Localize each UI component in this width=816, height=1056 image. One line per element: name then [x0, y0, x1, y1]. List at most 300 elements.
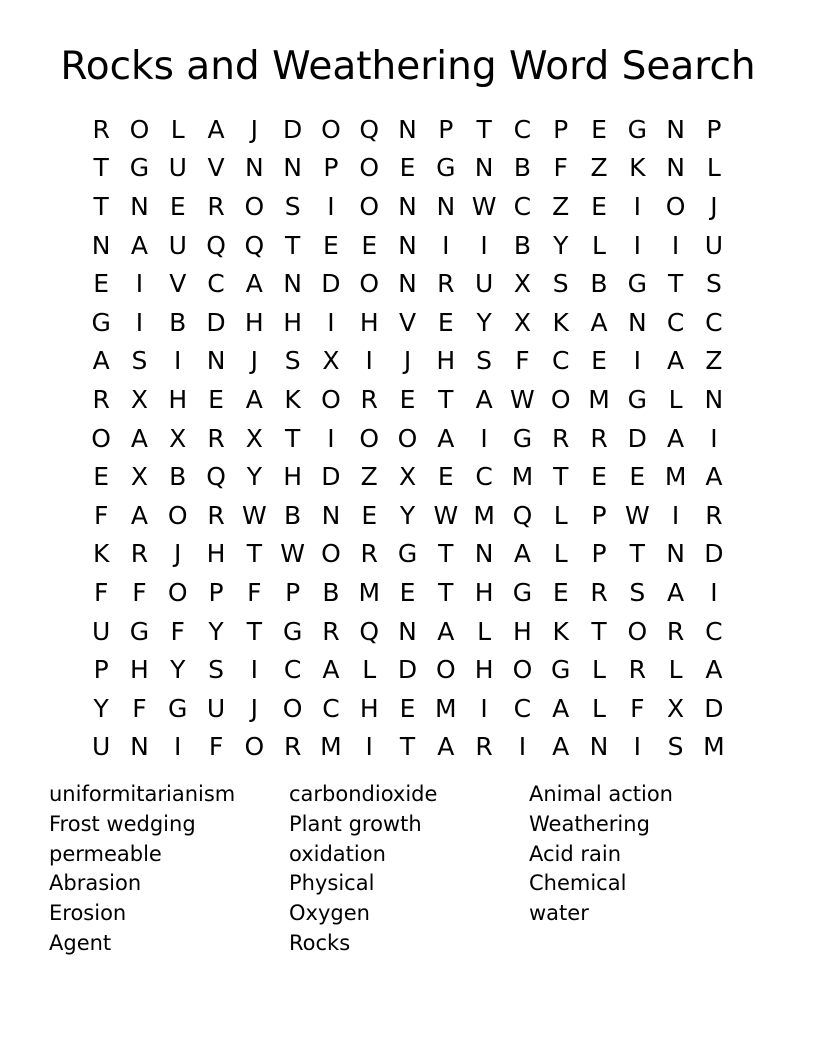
grid-letter: I: [365, 732, 373, 762]
grid-letter: E: [591, 346, 607, 376]
grid-letter: O: [244, 191, 265, 221]
grid-letter: U: [704, 230, 724, 260]
grid-letter: T: [93, 191, 109, 221]
grid-letter: D: [321, 269, 341, 299]
grid-letter: N: [283, 269, 302, 299]
grid-letter: S: [629, 577, 646, 607]
grid-letter: M: [664, 462, 687, 492]
grid-letter: M: [320, 732, 342, 762]
grid-letter: I: [365, 346, 373, 376]
grid-letter: M: [511, 462, 534, 492]
grid-letter: O: [321, 384, 341, 414]
grid-letter: G: [129, 153, 150, 183]
grid-letter: B: [513, 230, 531, 260]
grid-letter: L: [668, 384, 683, 414]
grid-letter: L: [553, 539, 568, 569]
grid-letter: S: [476, 346, 493, 376]
grid-letter: N: [398, 230, 417, 260]
grid-letter: A: [475, 384, 493, 414]
grid-letter: E: [399, 384, 416, 414]
grid-letter: G: [397, 539, 418, 569]
grid-letter: V: [169, 269, 187, 299]
grid-letter: H: [359, 307, 379, 337]
grid-letter: O: [321, 539, 341, 569]
grid-letter: S: [284, 191, 301, 221]
grid-letter: I: [135, 269, 144, 299]
grid-letter: A: [667, 346, 685, 376]
grid-letter: N: [666, 114, 685, 144]
grid-letter: W: [624, 500, 650, 530]
grid-letter: T: [399, 732, 416, 762]
grid-letter: O: [397, 423, 418, 453]
grid-letter: O: [627, 616, 648, 646]
grid-letter: I: [327, 307, 335, 337]
grid-letter: A: [437, 423, 455, 453]
grid-letter: Q: [359, 616, 380, 646]
grid-letter: V: [398, 307, 417, 337]
grid-letter: P: [438, 114, 454, 144]
grid-letter: F: [515, 346, 530, 376]
grid-letter: T: [438, 539, 454, 569]
grid-letter: F: [132, 693, 147, 723]
grid-letter: I: [327, 191, 335, 221]
grid-letter: L: [477, 616, 492, 646]
grid-letter: Y: [476, 307, 492, 337]
grid-letter: I: [480, 230, 488, 260]
grid-letter: R: [207, 500, 225, 530]
grid-letter: J: [710, 191, 718, 221]
grid-letter: O: [167, 577, 188, 607]
grid-letter: P: [93, 655, 109, 685]
grid-letter: H: [206, 539, 226, 569]
grid-letter: T: [284, 423, 301, 453]
word-list-item: Plant growth: [289, 811, 422, 836]
word-list-item: Abrasion: [49, 871, 142, 896]
grid-letter: C: [283, 655, 302, 685]
grid-letter: R: [628, 655, 646, 685]
grid-letter: T: [93, 153, 109, 183]
grid-letter: K: [629, 153, 646, 183]
grid-letter: Q: [512, 500, 533, 530]
grid-letter: O: [359, 423, 380, 453]
grid-letter: P: [706, 114, 722, 144]
grid-letter: R: [207, 423, 225, 453]
grid-letter: L: [706, 153, 721, 183]
grid-letter: H: [244, 307, 264, 337]
grid-letter: U: [168, 153, 187, 183]
grid-letter: N: [666, 153, 685, 183]
grid-letter: X: [513, 269, 531, 299]
grid-letter: T: [284, 230, 301, 260]
grid-letter: O: [282, 693, 303, 723]
grid-letter: A: [322, 655, 340, 685]
grid-letter: N: [474, 153, 494, 183]
grid-letter: X: [130, 384, 149, 414]
grid-letter: R: [590, 577, 608, 607]
grid-letter: E: [93, 269, 110, 299]
grid-letter: A: [667, 577, 685, 607]
grid-letter: I: [480, 693, 488, 723]
grid-letter: Q: [359, 114, 380, 144]
grid-letter: D: [704, 693, 724, 723]
grid-letter: A: [590, 307, 608, 337]
word-list-item: carbondioxide: [289, 782, 438, 806]
grid-letter: Y: [399, 500, 416, 530]
grid-letter: L: [592, 655, 606, 685]
grid-letter: B: [169, 307, 187, 337]
grid-letter: O: [167, 500, 188, 530]
grid-letter: T: [438, 384, 454, 414]
grid-letter: G: [91, 307, 111, 337]
grid-letter: F: [208, 732, 224, 762]
grid-letter: A: [513, 539, 531, 569]
grid-letter: E: [399, 693, 416, 723]
grid-letter: M: [473, 500, 495, 530]
word-list-item: uniformitarianism: [49, 782, 236, 806]
grid-letter: O: [435, 655, 456, 685]
grid-letter: C: [513, 693, 532, 723]
grid-letter: Z: [705, 346, 723, 376]
grid-letter: N: [474, 539, 494, 569]
letter-grid: [82, 110, 733, 766]
grid-letter: Q: [244, 230, 265, 260]
grid-letter: C: [705, 616, 723, 646]
grid-letter: G: [512, 577, 533, 607]
word-list-item: Erosion: [49, 901, 127, 926]
grid-letter: L: [668, 655, 683, 685]
grid-letter: N: [704, 384, 724, 414]
word-list-item: Oxygen: [289, 901, 370, 926]
grid-letter: I: [250, 655, 259, 685]
grid-letter: K: [552, 616, 569, 646]
grid-letter: M: [358, 577, 381, 607]
grid-letter: X: [245, 423, 263, 453]
grid-letter: A: [207, 114, 225, 144]
grid-letter: O: [550, 384, 571, 414]
grid-letter: K: [92, 539, 110, 569]
word-list-item: Frost wedging: [49, 811, 196, 836]
grid-letter: G: [282, 616, 303, 646]
grid-letter: A: [130, 230, 148, 260]
grid-letter: G: [129, 616, 150, 646]
grid-letter: N: [91, 230, 111, 260]
grid-letter: A: [437, 732, 455, 762]
grid-letter: D: [206, 307, 226, 337]
grid-letter: J: [403, 346, 412, 376]
word-list: [49, 780, 789, 959]
grid-letter: S: [552, 269, 569, 299]
grid-letter: L: [170, 114, 185, 144]
grid-letter: M: [588, 384, 610, 414]
grid-letter: P: [553, 114, 569, 144]
grid-letter: N: [206, 346, 226, 376]
grid-letter: W: [510, 384, 535, 414]
grid-letter: Y: [246, 462, 262, 492]
grid-letter: T: [246, 539, 262, 569]
grid-letter: B: [322, 577, 340, 607]
grid-letter: O: [129, 114, 150, 144]
grid-letter: E: [552, 577, 569, 607]
grid-letter: I: [442, 230, 450, 260]
grid-letter: I: [480, 423, 488, 453]
grid-letter: P: [591, 500, 607, 530]
grid-letter: R: [437, 269, 455, 299]
grid-letter: O: [359, 153, 380, 183]
grid-letter: V: [207, 153, 225, 183]
grid-letter: E: [437, 462, 454, 492]
word-list-column: [289, 780, 529, 959]
grid-letter: I: [135, 307, 144, 337]
grid-letter: L: [592, 230, 606, 260]
grid-letter: D: [704, 539, 724, 569]
grid-letter: T: [476, 114, 492, 144]
grid-letter: R: [360, 384, 378, 414]
grid-letter: R: [207, 191, 225, 221]
grid-letter: H: [474, 577, 494, 607]
grid-letter: N: [398, 191, 417, 221]
grid-letter: P: [208, 577, 224, 607]
grid-letter: L: [592, 693, 606, 723]
word-list-column: [49, 780, 289, 959]
grid-letter: J: [250, 114, 259, 144]
grid-letter: A: [552, 732, 570, 762]
grid-letter: Z: [552, 191, 570, 221]
grid-letter: H: [436, 346, 456, 376]
grid-letter: A: [437, 616, 455, 646]
grid-letter: E: [629, 462, 646, 492]
grid-letter: J: [250, 693, 259, 723]
grid-letter: A: [92, 346, 110, 376]
grid-letter: N: [627, 307, 647, 337]
grid-letter: I: [174, 346, 182, 376]
grid-letter: H: [513, 616, 532, 646]
grid-letter: I: [327, 423, 335, 453]
grid-letter: J: [250, 346, 259, 376]
grid-letter: F: [247, 577, 262, 607]
grid-letter: A: [705, 462, 723, 492]
grid-letter: Z: [360, 462, 378, 492]
grid-letter: Y: [208, 616, 224, 646]
grid-letter: N: [321, 500, 341, 530]
grid-letter: R: [475, 732, 493, 762]
grid-letter: N: [130, 191, 149, 221]
grid-letter: H: [130, 655, 149, 685]
grid-letter: N: [589, 732, 609, 762]
grid-letter: D: [283, 114, 303, 144]
grid-letter: D: [321, 462, 341, 492]
grid-letter: X: [130, 462, 149, 492]
grid-letter: U: [168, 230, 187, 260]
grid-letter: O: [359, 269, 380, 299]
grid-letter: E: [361, 230, 378, 260]
grid-letter: O: [665, 191, 686, 221]
grid-letter: B: [513, 153, 531, 183]
grid-letter: N: [398, 616, 417, 646]
word-list-item: Animal action: [529, 782, 673, 806]
word-list-item: Physical: [289, 871, 375, 896]
grid-letter: G: [436, 153, 456, 183]
grid-letter: L: [553, 500, 568, 530]
grid-letter: R: [92, 384, 110, 414]
grid-letter: U: [474, 269, 494, 299]
grid-letter: R: [552, 423, 570, 453]
grid-letter: C: [705, 307, 723, 337]
grid-letter: X: [169, 423, 187, 453]
grid-letter: R: [666, 616, 685, 646]
grid-letter: F: [93, 500, 109, 530]
grid-letter: W: [241, 500, 267, 530]
grid-letter: R: [283, 732, 302, 762]
grid-letter: H: [168, 384, 188, 414]
grid-letter: I: [710, 423, 718, 453]
word-list-item: oxidation: [289, 841, 386, 866]
grid-letter: C: [666, 307, 685, 337]
word-list-item: water: [529, 901, 589, 926]
page-title: Rocks and Weathering Word Search: [60, 44, 756, 89]
grid-letter: O: [512, 655, 533, 685]
grid-letter: P: [285, 577, 301, 607]
grid-letter: O: [321, 114, 341, 144]
grid-letter: N: [283, 153, 302, 183]
grid-letter: I: [633, 732, 641, 762]
grid-letter: I: [671, 230, 680, 260]
grid-letter: H: [359, 693, 379, 723]
grid-letter: Q: [206, 230, 226, 260]
grid-letter: A: [705, 655, 723, 685]
grid-letter: W: [471, 191, 497, 221]
grid-letter: U: [206, 693, 226, 723]
grid-letter: D: [627, 423, 647, 453]
grid-letter: R: [92, 114, 110, 144]
grid-letter: C: [322, 693, 340, 723]
grid-letter: A: [552, 693, 570, 723]
grid-letter: E: [323, 230, 339, 260]
grid-letter: T: [591, 616, 607, 646]
grid-letter: A: [245, 269, 263, 299]
grid-letter: E: [591, 462, 607, 492]
grid-letter: Z: [590, 153, 608, 183]
grid-letter: N: [244, 153, 264, 183]
grid-letter: Y: [553, 230, 569, 260]
grid-letter: M: [435, 693, 457, 723]
grid-letter: H: [474, 655, 494, 685]
grid-letter: I: [633, 230, 641, 260]
grid-letter: C: [513, 114, 532, 144]
grid-letter: N: [666, 539, 685, 569]
word-list-item: Weathering: [529, 811, 650, 836]
grid-letter: X: [667, 693, 685, 723]
grid-letter: X: [513, 307, 531, 337]
grid-letter: C: [513, 191, 532, 221]
grid-letter: R: [590, 423, 608, 453]
word-list-item: Chemical: [529, 871, 627, 896]
grid-letter: E: [591, 114, 607, 144]
word-list-item: permeable: [49, 841, 162, 866]
grid-letter: A: [130, 423, 148, 453]
grid-letter: Q: [206, 462, 226, 492]
word-list-item: Rocks: [289, 930, 351, 955]
grid-letter: H: [283, 307, 303, 337]
grid-letter: I: [633, 346, 641, 376]
grid-letter: E: [361, 500, 378, 530]
grid-letter: R: [322, 616, 340, 646]
grid-letter: H: [283, 462, 303, 492]
grid-letter: F: [132, 577, 147, 607]
grid-letter: A: [245, 384, 263, 414]
grid-letter: K: [552, 307, 569, 337]
grid-letter: A: [667, 423, 685, 453]
grid-letter: B: [590, 269, 608, 299]
grid-letter: E: [591, 191, 607, 221]
grid-letter: F: [170, 616, 185, 646]
grid-letter: R: [360, 539, 378, 569]
grid-letter: G: [627, 269, 647, 299]
grid-letter: A: [130, 500, 148, 530]
grid-letter: E: [399, 153, 416, 183]
grid-letter: M: [703, 732, 725, 762]
grid-letter: G: [627, 384, 647, 414]
grid-letter: S: [705, 269, 722, 299]
grid-letter: T: [246, 616, 262, 646]
grid-letter: L: [362, 655, 377, 685]
grid-letter: D: [397, 655, 418, 685]
grid-letter: T: [438, 577, 454, 607]
grid-letter: T: [667, 269, 684, 299]
grid-letter: X: [398, 462, 417, 492]
grid-letter: T: [629, 539, 645, 569]
grid-letter: C: [207, 269, 225, 299]
grid-letter: N: [436, 191, 456, 221]
grid-letter: N: [398, 269, 417, 299]
grid-letter: I: [633, 191, 641, 221]
grid-letter: J: [174, 539, 182, 569]
grid-letter: I: [174, 732, 182, 762]
grid-letter: E: [437, 307, 454, 337]
grid-letter: S: [131, 346, 148, 376]
grid-letter: R: [130, 539, 149, 569]
grid-letter: S: [208, 655, 224, 685]
grid-letter: R: [705, 500, 723, 530]
grid-letter: E: [169, 191, 186, 221]
word-list-item: Agent: [49, 930, 112, 955]
grid-letter: N: [130, 732, 149, 762]
word-list-item: Acid rain: [529, 841, 622, 866]
grid-letter: K: [284, 384, 301, 414]
grid-letter: F: [93, 577, 109, 607]
grid-letter: E: [93, 462, 110, 492]
grid-letter: C: [475, 462, 493, 492]
grid-letter: E: [208, 384, 224, 414]
grid-letter: G: [551, 655, 571, 685]
grid-letter: B: [169, 462, 187, 492]
grid-letter: X: [322, 346, 340, 376]
grid-letter: U: [91, 732, 111, 762]
grid-letter: W: [280, 539, 305, 569]
grid-letter: T: [553, 462, 569, 492]
grid-letter: U: [91, 616, 111, 646]
grid-letter: P: [591, 539, 607, 569]
grid-letter: C: [551, 346, 570, 376]
grid-letter: G: [627, 114, 647, 144]
grid-letter: S: [284, 346, 301, 376]
grid-letter: I: [671, 500, 680, 530]
grid-letter: Y: [93, 693, 109, 723]
grid-letter: I: [710, 577, 718, 607]
grid-letter: I: [518, 732, 527, 762]
grid-letter: W: [433, 500, 459, 530]
grid-letter: E: [399, 577, 416, 607]
grid-letter: P: [323, 153, 339, 183]
